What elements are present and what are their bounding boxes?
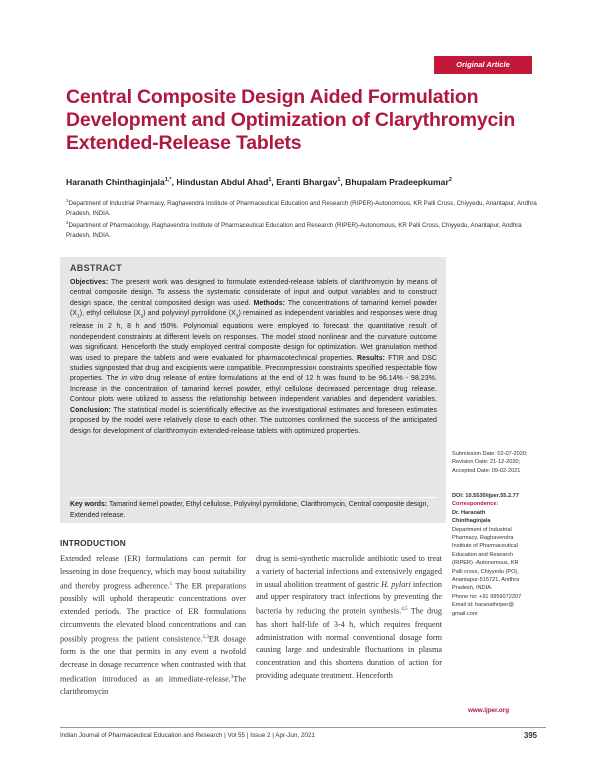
author-sup: 1 (268, 177, 272, 184)
author-name: Eranti Bhargav (276, 177, 338, 187)
title-line: Central Composite Design Aided Formulation (66, 86, 479, 108)
intro-column-2: drug is semi-synthetic macrolide antibiotic used to treat a variety of bacterial infections and extensively engaged in usual abolition treatment of gastric H. pylori infection and upper respiratory tract infections by preventing the bacteria by reducing the protein synthesis.$^{4,5}$ The drug has short half-life of 3-4 h, which requires frequent administration with normal conventional dosage form causing large and undesirable fluctuations in plasma concentration and this shortens duration of action for providing adequate treatment. Henceforth (256, 554, 443, 680)
author-sup: 1 (337, 177, 341, 184)
keywords: Key words: Tamarind kernel powder, Ethyl cellulose, Polyvinyl pyrrolidone, Clarithromycin, Central composite design, Extended release. (70, 497, 437, 521)
section-heading-introduction: INTRODUCTION (60, 538, 127, 548)
email[interactable]: Email id: haranathriper@ (452, 602, 514, 609)
paper-title (66, 86, 546, 155)
affiliation-2: $^2$Department of Pharmacology, Raghavendra Institute of Pharmaceutical Education and Research (RIPER)-Autonomous, KR Palli Cross, Chiyyedu, Anantapur, Andhra Pradesh, INDIA. (66, 220, 522, 239)
affiliation-1: $^1$Department of Industrial Pharmacy, Raghavendra Institute of Pharmaceutical Education and Research (RIPER)-Autonomous, KR Palli Cross, Chiyyedu, Anantapur, Andhra Pradesh, INDIA. (66, 198, 537, 217)
title-line: Development and Optimization of Clarythromycin (66, 109, 516, 131)
correspondence-block: DOI: 10.5530/ijper.55.2.77 Correspondence: Dr. Haranath Chinthaginjala Department of Industrial Pharmacy, Raghavendra Institute of Pharmaceutical Education and Research (RIPER) -Autonomous, KR Palli cross, Chiyyedu (PO), Anantapur-515721, Andhra Pradesh, INDIA. Phone no: +91 9959072207 Email id: haranathriper@ gmail.com (452, 492, 552, 618)
intro-column-1: Extended release (ER) formulations can permit for lessening in dose frequency, which may boost suitability and thereby progress adherence.$^1$ The ER preparations possibly will uphold therapeutic concentrations over extended periods. The practice of ER formulations circumvents the elevated blood concentrations and can possibly progress the patient consistence.$^{2,3}$ER dosage form is the one that permits in any event a twofold decrease in dosage recurrence when contrasted with that medication introduced as an immediate-release.$^3$The clarithromycin (60, 554, 247, 697)
author-name: Haranath Chinthaginjala (66, 177, 165, 187)
journal-website-link[interactable]: www.ijper.org (468, 707, 510, 714)
author-name: Bhupalam Pradeepkumar (345, 177, 449, 187)
email[interactable]: gmail.com (452, 610, 478, 617)
page-number: 395 (524, 731, 538, 740)
dates-block: Submission Date: 02-07-2020; Revision Date: 21-12-2020; Accepted Date: 09-02-2021 (452, 451, 528, 474)
doi[interactable]: DOI: 10.5530/ijper.55.2.77 (452, 493, 519, 499)
author-list: Haranath Chinthaginjala$^{1,*}$, Hindustan Abdul Ahad$^1$, Eranti Bhargav$^1$, Bhupalam Pradeepkumar$^2$ (66, 177, 452, 187)
footer-journal: Indian Journal of Pharmaceutical Education and Research | Vol 55 | Issue 2 | Apr-Jun, 2021 (60, 732, 315, 739)
author-sup: 2 (448, 177, 452, 184)
title-line: Extended-Release Tablets (66, 132, 302, 154)
author-sup: 1,* (164, 177, 172, 184)
article-type-tag: Original Article (434, 56, 532, 74)
abstract-heading: ABSTRACT (70, 263, 122, 273)
author-name: Hindustan Abdul Ahad (176, 177, 269, 187)
footer-divider (60, 727, 546, 728)
abstract-text: Objectives: The present work was designed to formulate extended-release tablets of clarithromycin by means of central composite design. To assess the systematic considerate of input and output variables and to construct design space, the central composited design was used. Methods: The concentrations of tamarind kernel powder $(X_1)$, ethyl cellulose $(X_2)$ and polyvinyl pyrrolidone $(X_3)$ remained as independent variables and responses were drug release in 2 h, 8 h and t50%. Polynomial equations were employed to forecast the quantitative result of nondependent constraints at different levels on responses. The model stood nonlinear and the curvature outcome was significant. Henceforth the study employed central composite design for optimization. Wet granulation method was used to prepare the tablets and were evaluated for pharmacotechnical properties. Results: FTIR and DSC studies signposted that drug and excipients were compatible. Precompression constraints specified respectable flow properties. The in vitro drug release of entire formulations at the end of 12 h was found to be 96.14% - 98.23%. Increase in the concentration of tamarind kernel powder, ethyl cellulose decreased percentage drug release. Contour plots were utilized to assess the relationship between independent variables and dependent variables. Conclusion: The statistical model is scientifically effective as the investigational estimates and foreseen estimates proposed by the model were relatively close to each other. The outcomes confirmed the success of the anticipated design for development of clarithromycin extended-release tablets with optimized properties. (70, 279, 438, 435)
abstract-box (60, 257, 446, 523)
